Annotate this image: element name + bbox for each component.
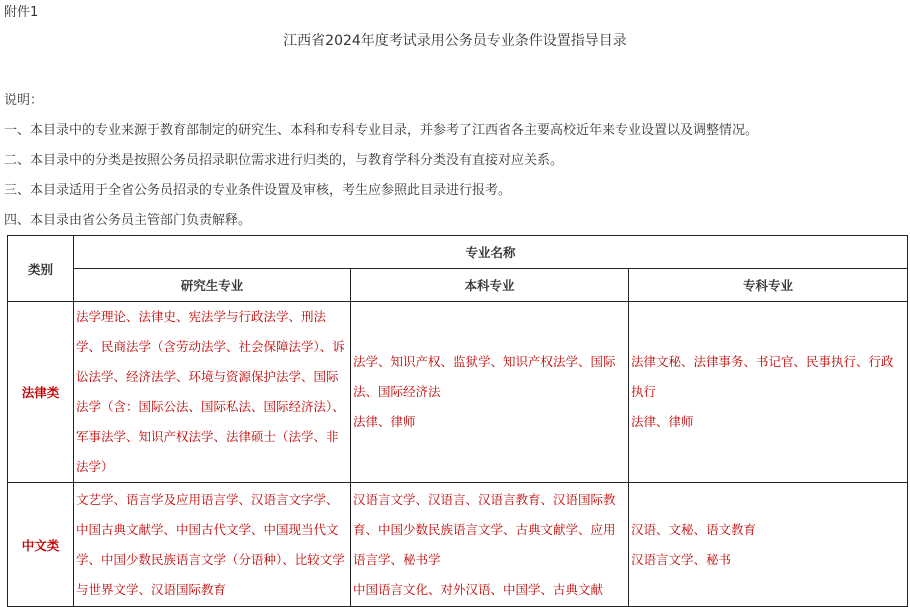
header-major-name: 专业名称 xyxy=(74,236,908,269)
major-catalog-table xyxy=(7,235,908,607)
header-undergrad: 本科专业 xyxy=(351,269,629,302)
category-cell: 中文类 xyxy=(8,483,74,607)
cell-line: 中国语言文化、对外汉语、中国学、古典文献 xyxy=(353,581,604,597)
document-title: 江西省2024年度考试录用公务员专业条件设置指导目录 xyxy=(283,33,627,49)
junior-cell xyxy=(629,302,908,483)
cell-line: 法律、律师 xyxy=(631,414,694,429)
cell-line: 汉语、文秘、语文教育 xyxy=(631,521,757,537)
cell-line: 汉语言文学、汉语言、汉语言教育、汉语国际教育、中国少数民族语言文学、古典文献学、应用语言学、秘书学 xyxy=(353,491,616,567)
header-graduate: 研究生专业 xyxy=(74,269,351,302)
note-item: 二、本目录中的分类是按照公务员招录职位需求进行归类的，与教育学科分类没有直接对应关系。 xyxy=(4,153,564,168)
cell-line: 法学理论、法律史、宪法学与行政法学、刑法学、民商法学（含劳动法学、社会保障法学）、诉讼法学、经济法学、环境与资源保护法学、国际法学（含：国际公法、国际私法、国际经济法）、军事法学、知识产权法学、法律硕士（法学、非法学） xyxy=(76,309,345,474)
undergrad-cell xyxy=(351,302,629,483)
cell-line: 法律、律师 xyxy=(353,414,416,429)
attachment-label: 附件1 xyxy=(4,5,39,20)
table-row xyxy=(8,302,908,483)
table-row xyxy=(8,483,908,607)
undergrad-cell xyxy=(351,483,629,607)
table-subheader-row xyxy=(8,269,908,302)
header-junior: 专科专业 xyxy=(629,269,908,302)
cell-line: 文艺学、语言学及应用语言学、汉语言文字学、中国古典文献学、中国古代文学、中国现当代文学、中国少数民族语言文学（分语种）、比较文学与世界文学、汉语国际教育 xyxy=(76,491,345,597)
graduate-cell xyxy=(74,302,351,483)
graduate-cell xyxy=(74,483,351,607)
note-item: 一、本目录中的专业来源于教育部制定的研究生、本科和专科专业目录，并参考了江西省各主要高校近年来专业设置以及调整情况。 xyxy=(4,123,759,138)
notes-heading: 说明： xyxy=(4,93,44,108)
cell-line: 法律文秘、法律事务、书记官、民事执行、行政执行 xyxy=(631,354,894,399)
junior-cell xyxy=(629,483,908,607)
category-cell: 法律类 xyxy=(8,302,74,483)
cell-line: 汉语言文学、秘书 xyxy=(631,551,732,567)
header-category: 类别 xyxy=(8,236,74,302)
notes-section xyxy=(4,91,758,241)
table-header-row xyxy=(8,236,908,269)
note-item: 三、本目录适用于全省公务员招录的专业条件设置及审核，考生应参照此目录进行报考。 xyxy=(4,183,512,198)
cell-line: 法学、知识产权、监狱学、知识产权法学、国际法、国际经济法 xyxy=(353,354,616,399)
note-item: 四、本目录由省公务员主管部门负责解释。 xyxy=(4,213,252,228)
